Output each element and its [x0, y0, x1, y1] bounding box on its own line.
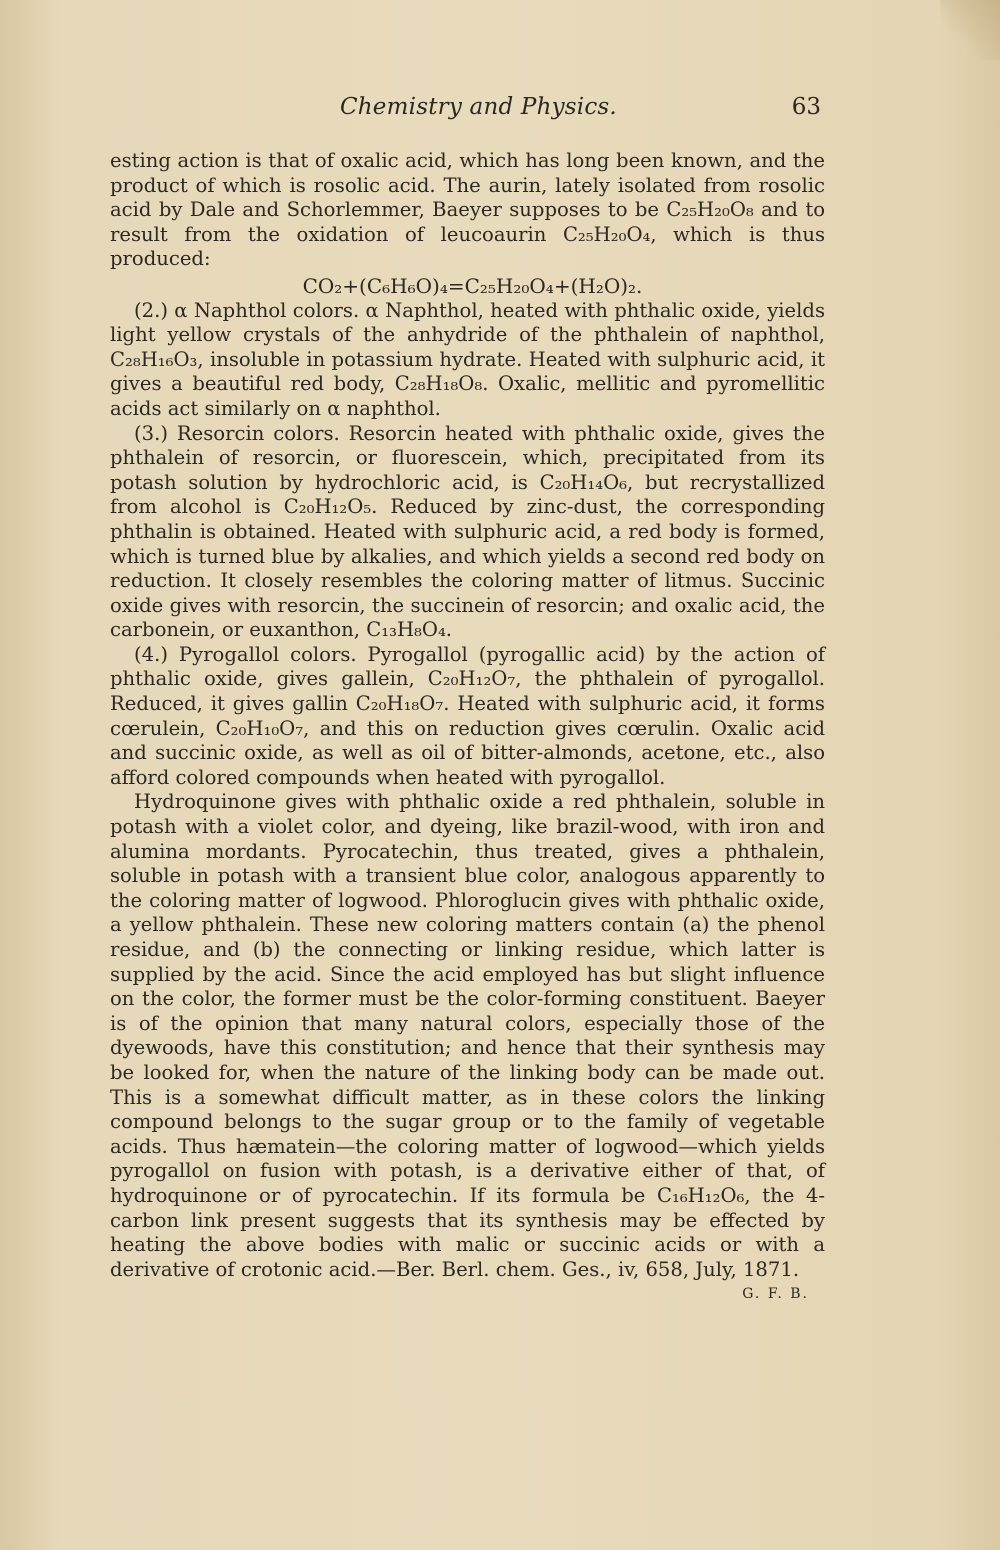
paragraph-aurin: esting action is that of oxalic acid, which has long been known, and the product of which is rosolic acid. The aurin, lately isolated from rosolic acid by Dale and Schorlemmer, Baeyer supposes to be C₂₅H₂₀O₈ and to result from the oxidation of leucoaurin C₂₅H₂₀O₄, which is thus produced:	[110, 149, 825, 271]
paragraph-resorcin-colors: (3.) Resorcin colors. Resorcin heated with phthalic oxide, gives the phthalein of resorcin, or fluorescein, which, precipitated from its potash solution by hydrochloric acid, is C₂₀H₁₄O₆, but recrystallized from alcohol is C₂₀H₁₂O₅. Reduced by zinc-dust, the corresponding phthalin is obtained. Heated with sulphuric acid, a red body is formed, which is turned blue by alkalies, and which yields a second red body on reduction. It closely resembles the coloring matter of litmus. Succinic oxide gives with resorcin, the succinein of resorcin; and oxalic acid, the carbonein, or euxanthon, C₁₃H₈O₄.	[110, 421, 825, 642]
running-title: Chemistry and Physics.	[340, 94, 617, 120]
paragraph-pyrogallol-colors: (4.) Pyrogallol colors. Pyrogallol (pyrogallic acid) by the action of phthalic oxide, gives gallein, C₂₀H₁₂O₇, the phthalein of pyrogallol. Reduced, it gives gallin C₂₀H₁₈O₇. Heated with sulphuric acid, it forms cœrulein, C₂₀H₁₀O₇, and this on reduction gives cœrulin. Oxalic acid and succinic oxide, as well as oil of bitter-almonds, acetone, etc., also afford colored compounds when heated with pyrogallol.	[110, 642, 825, 789]
chemical-equation: CO₂+(C₆H₆O)₄=C₂₅H₂₀O₄+(H₂O)₂.	[302, 273, 643, 298]
paragraph-naphthol-colors: (2.) α Naphthol colors. α Naphthol, heated with phthalic oxide, yields light yellow crystals of the anhydride of the phthalein of naphthol, C₂₈H₁₆O₃, insoluble in potassium hydrate. Heated with sulphuric acid, it gives a beautiful red body, C₂₈H₁₈O₈. Oxalic, mellitic and pyromellitic acids act similarly on α naphthol.	[110, 298, 825, 420]
paragraph-hydroquinone	[110, 790, 825, 1303]
running-header	[110, 94, 825, 128]
paragraph-hydroquinone-text: Hydroquinone gives with phthalic oxide a red phthalein, soluble in potash with a violet color, and dyeing, like brazil-wood, with iron and alumina mordants. Pyrocatechin, thus treated, gives a phthalein, soluble in potash with a transient blue color, analogous apparently to the coloring matter of logwood. Phloroglucin gives with phthalic oxide, a yellow phthalein. These new coloring matters contain (a) the phenol residue, and (b) the connecting or linking residue, which latter is supplied by the acid. Since the acid employed has but slight influence on the color, the former must be the color-forming constituent. Baeyer is of the opinion that many natural colors, especially those of the dyewoods, have this constitution; and hence that their synthesis may be looked for, when the nature of the linking body can be made out. This is a somewhat difficult matter, as in these colors the linking compound belongs to the sugar group or to the family of vegetable acids. Thus hæmatein—the coloring matter of logwood—which yields pyrogallol on fusion with potash, is a derivative either of that, of hydroquinone or of pyrocatechin. If its formula be C₁₆H₁₂O₆, the 4-carbon link present suggests that its synthesis may be effected by heating the above bodies with malic or succinic acids or with a derivative of crotonic acid.—Ber. Berl. chem. Ges., iv, 658, July, 1871.	[110, 790, 825, 1281]
page-corner-shadow	[940, 0, 1000, 60]
author-initials: G. F. B.	[742, 1286, 809, 1303]
article-body	[110, 149, 825, 1307]
page-number: 63	[791, 94, 821, 120]
